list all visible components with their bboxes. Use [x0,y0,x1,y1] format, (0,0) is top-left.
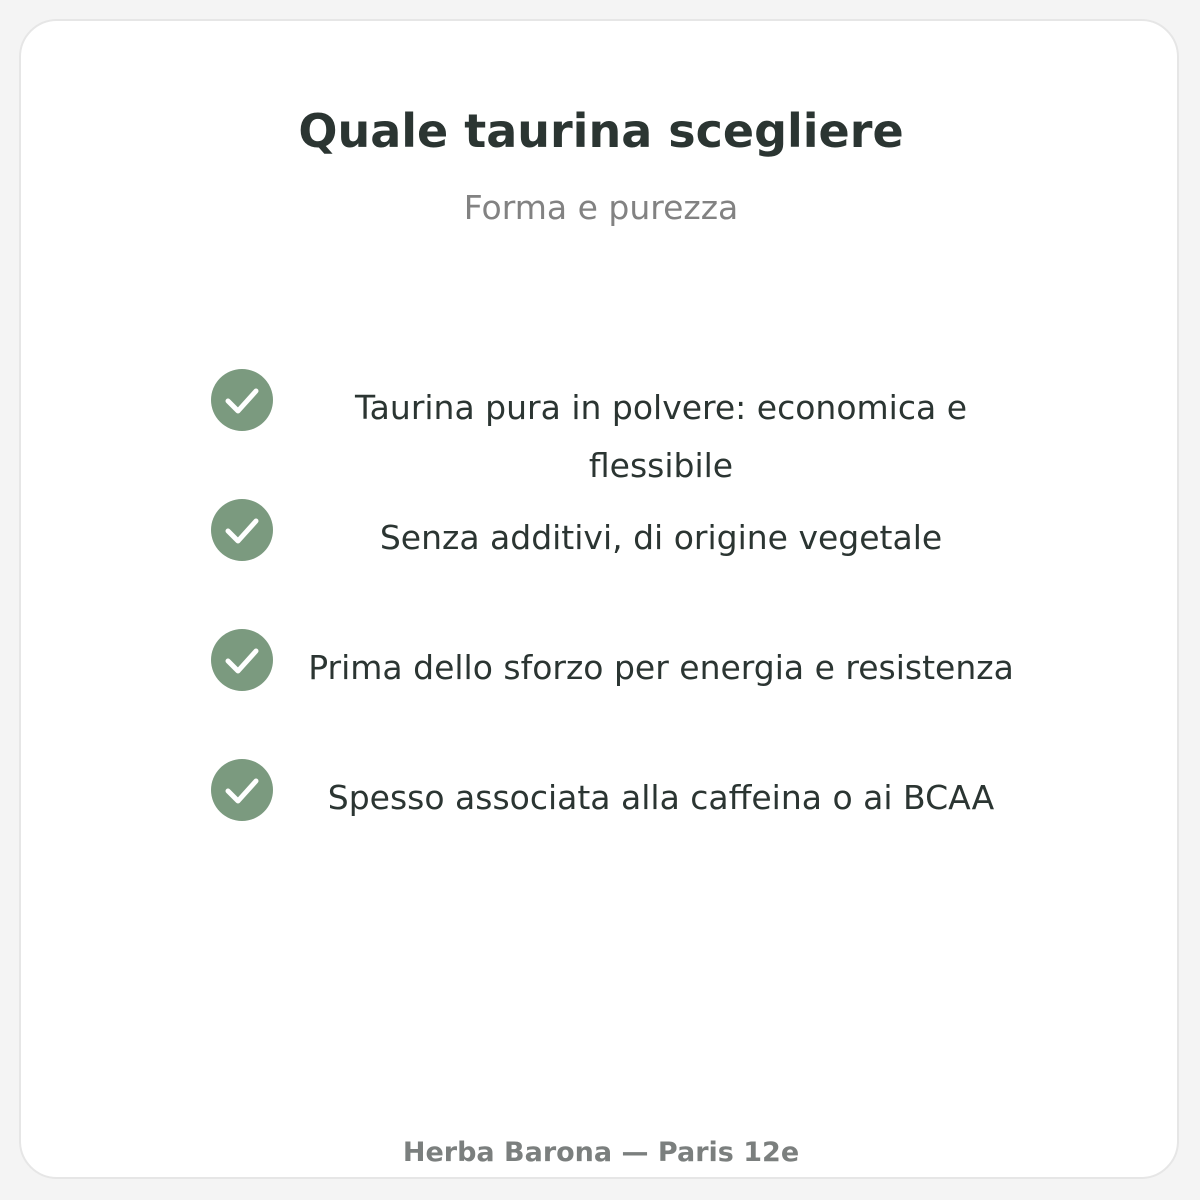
list-item [211,499,1011,619]
list-item [211,369,1011,489]
list-item-text: Senza additivi, di origine vegetale [379,518,943,557]
list-item-text: Prima dello sforzo per energia e resistenza [308,648,1014,687]
list-item [211,629,1014,749]
list-item [211,759,1011,879]
check-circle-icon [211,759,273,821]
check-circle-icon [211,369,273,431]
info-card [19,19,1179,1179]
list-item-text: Taurina pura in polvere: economica e flessibile [354,388,967,485]
check-circle-icon [211,629,273,691]
list-item-text: Spesso associata alla caffeina o ai BCAA [327,778,995,817]
check-circle-icon [211,499,273,561]
page-subtitle: Forma e purezza [463,188,739,227]
page-title: Quale taurina scegliere [298,104,904,158]
footer-credit: Herba Barona — Paris 12e [402,1137,800,1168]
